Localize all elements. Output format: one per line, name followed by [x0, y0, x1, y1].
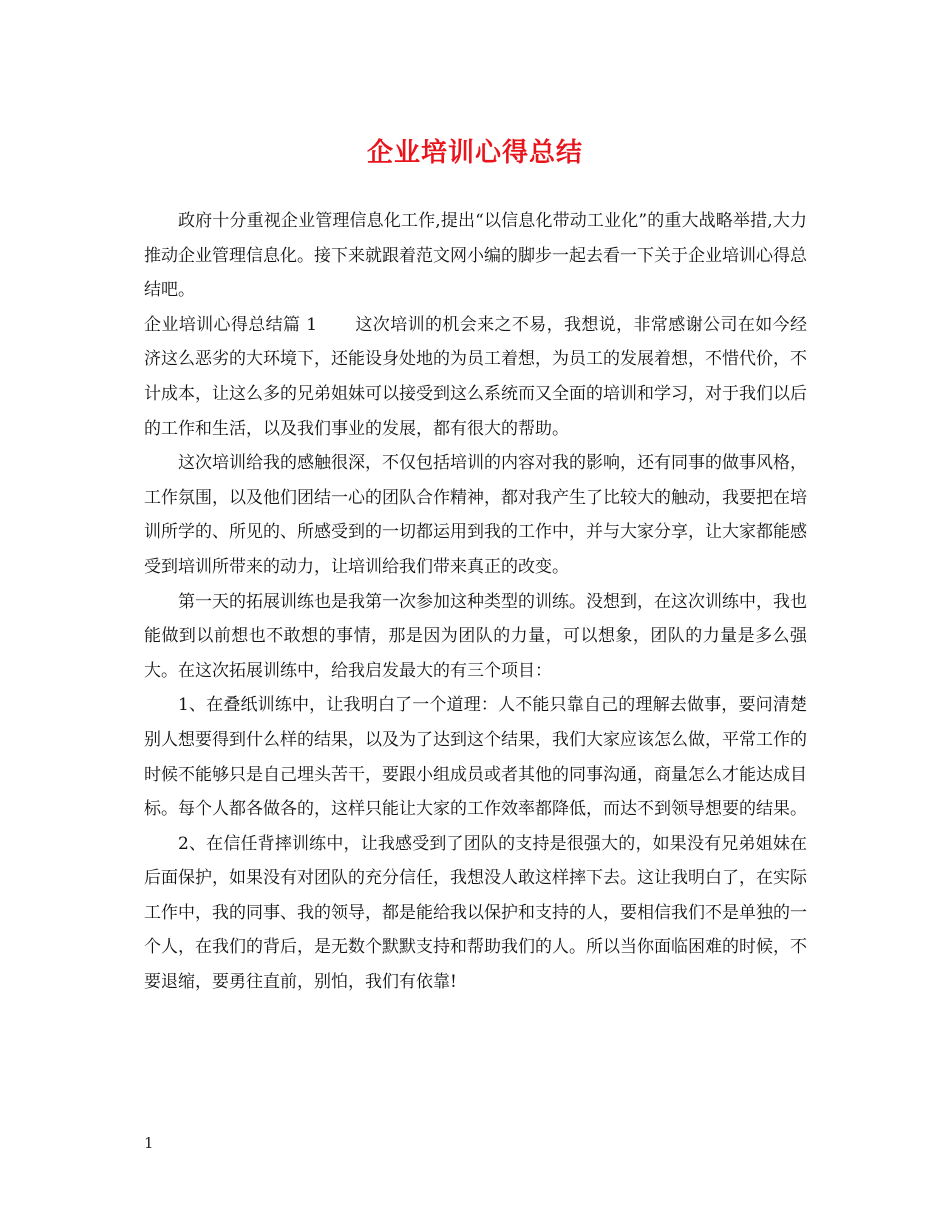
- body-paragraph: 1、在叠纸训练中，让我明白了一个道理：人不能只靠自己的理解去做事，要问清楚别人想要得到什么样的结果，以及为了达到这个结果，我们大家应该怎么做，平常工作的时候不能够只是自己埋头苦干，要跟小组成员或者其他的同事沟通，商量怎么才能达成目标。每个人都各做各的，这样只能让大家的工作效率都降低，而达不到领导想要的结果。: [144, 695, 807, 820]
- page-number: 1: [144, 1134, 154, 1152]
- document-title: 企业培训心得总结: [366, 138, 583, 168]
- section-first-paragraph: [144, 308, 807, 446]
- intro-paragraph: 政府十分重视企业管理信息化工作,提出“以信息化带动工业化”的重大战略举措,大力推动企业管理信息化。接下来就跟着范文网小编的脚步一起去看一下关于企业培训心得总结吧。: [144, 211, 807, 301]
- body-paragraph: 2、在信任背摔训练中，让我感受到了团队的支持是很强大的，如果没有兄弟姐妹在后面保护，如果没有对团队的充分信任，我想没人敢这样摔下去。这让我明白了，在实际工作中，我的同事、我的领导，都是能给我以保护和支持的人，要相信我们不是单独的一个人，在我们的背后，是无数个默默支持和帮助我们的人。所以当你面临困难的时候，不要退缩，要勇往直前，别怕，我们有依靠!: [144, 833, 807, 993]
- document-body: [144, 204, 807, 1000]
- body-paragraph: 第一天的拓展训练也是我第一次参加这种类型的训练。没想到，在这次训练中，我也能做到以前想也不敢想的事情，那是因为团队的力量，可以想象，团队的力量是多么强大。在这次拓展训练中，给我启发最大的有三个项目：: [144, 591, 807, 681]
- body-paragraph: 这次培训给我的感触很深，不仅包括培训的内容对我的影响，还有同事的做事风格，工作氛围，以及他们团结一心的团队合作精神，都对我产生了比较大的触动，我要把在培训所学的、所见的、所感受到的一切都运用到我的工作中，并与大家分享，让大家都能感受到培训所带来的动力，让培训给我们带来真正的改变。: [144, 453, 807, 577]
- section-first-text: 这次培训的机会来之不易，我想说，非常感谢公司在如今经济这么恶劣的大环境下，还能设身处地的为员工着想，为员工的发展着想，不惜代价，不计成本，让这么多的兄弟姐妹可以接受到这么系统而又全面的培训和学习，对于我们以后的工作和生活，以及我们事业的发展，都有很大的帮助。: [144, 314, 807, 439]
- section-heading: 企业培训心得总结篇 1: [144, 314, 318, 335]
